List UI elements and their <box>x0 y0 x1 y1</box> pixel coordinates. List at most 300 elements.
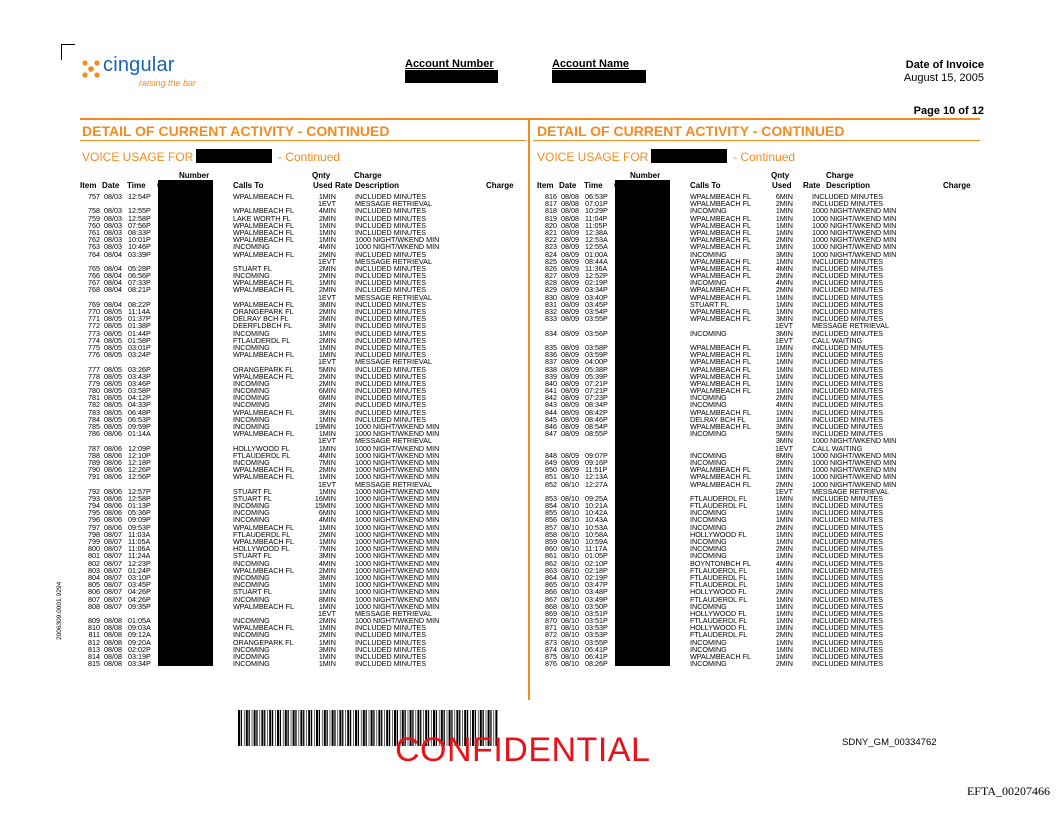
call-date: 08/04 <box>104 271 122 281</box>
barcode-bar <box>355 710 357 746</box>
calls-to: WPALMBEACH FL <box>233 522 294 532</box>
quantity-used: 1MIN <box>775 565 793 575</box>
barcode-bar <box>267 710 268 746</box>
barcode-bar <box>361 710 362 746</box>
call-date: 08/10 <box>561 616 579 626</box>
calls-to: WPALMBEACH FL <box>690 422 751 431</box>
call-date: 08/08 <box>561 213 579 223</box>
call-time: 03:53P <box>585 623 608 633</box>
call-time: 03:58P <box>128 386 151 396</box>
call-time: 04:00P <box>585 357 608 367</box>
barcode-bar <box>299 710 300 746</box>
call-date: 08/05 <box>104 393 122 403</box>
charge-description: 1000 NIGHT/WKEND MIN <box>812 213 897 223</box>
item-number: 803 <box>88 565 100 575</box>
call-date: 08/08 <box>104 659 122 669</box>
calls-to: WPALMBEACH FL <box>690 235 751 245</box>
col-header-description: Description <box>826 181 871 190</box>
quantity-used: 3MIN <box>318 321 336 331</box>
quantity-used: 3MIN <box>775 314 793 324</box>
item-number: 796 <box>88 515 100 525</box>
call-time: 03:24P <box>128 350 151 360</box>
call-date: 08/09 <box>561 278 579 288</box>
calls-to: INCOMING <box>690 522 727 532</box>
item-number: 846 <box>545 422 557 431</box>
calls-to: STUART FL <box>233 486 272 496</box>
calls-to: WPALMBEACH FL <box>233 249 294 259</box>
call-date: 08/10 <box>561 644 579 654</box>
quantity-used: 2MIN <box>775 522 793 532</box>
call-time: 06:41P <box>585 644 608 654</box>
charge-description: 1000 NIGHT/WKEND MIN <box>355 472 440 482</box>
charge-description: INCLUDED MINUTES <box>355 213 427 223</box>
item-number: 818 <box>545 206 557 216</box>
cingular-logo <box>80 56 220 92</box>
barcode-bar <box>392 710 393 746</box>
calls-to: WPALMBEACH FL <box>690 256 751 266</box>
call-time: 03:49P <box>585 594 608 604</box>
item-number: 807 <box>88 594 100 604</box>
call-date: 08/08 <box>104 616 122 626</box>
quantity-used: 1MIN <box>775 465 793 475</box>
quantity-used: 2MIN <box>775 587 793 597</box>
barcode-bar <box>347 710 349 746</box>
quantity-used: 1MIN <box>318 580 336 590</box>
charge-description: INCLUDED MINUTES <box>812 364 884 374</box>
call-time: 03:55P <box>585 314 608 324</box>
item-number: 776 <box>88 350 100 360</box>
call-date: 08/09 <box>561 307 579 316</box>
charge-description: INCLUDED MINUTES <box>355 285 427 295</box>
charge-description: INCLUDED MINUTES <box>812 292 884 302</box>
call-date: 08/10 <box>561 601 579 611</box>
item-number: 792 <box>88 486 100 496</box>
quantity-used: 6MIN <box>318 393 336 403</box>
item-number: 785 <box>88 422 100 431</box>
quantity-used: 7MIN <box>318 544 336 554</box>
charge-description: INCLUDED MINUTES <box>355 414 427 424</box>
quantity-used: 1MIN <box>775 299 793 309</box>
quantity-used: 1MIN <box>775 623 793 633</box>
call-date: 08/10 <box>561 558 579 568</box>
item-number: 791 <box>88 472 100 482</box>
call-time: 09:12A <box>128 630 151 640</box>
call-date: 08/09 <box>561 371 579 381</box>
calls-to: WPALMBEACH FL <box>690 213 751 223</box>
calls-to: HOLLYWOOD FL <box>690 529 747 539</box>
call-date: 08/05 <box>104 400 122 410</box>
call-time: 08:54P <box>585 422 608 431</box>
call-time: 03:47P <box>585 580 608 590</box>
barcode-bar <box>238 710 240 746</box>
call-date: 08/08 <box>104 644 122 654</box>
quantity-used: 1MIN <box>775 307 793 316</box>
quantity-used: 1MIN <box>775 386 793 396</box>
call-time: 06:53P <box>128 414 151 424</box>
call-time: 07:21P <box>585 378 608 388</box>
call-time: 01:38P <box>128 321 151 331</box>
calls-to: FTLAUDERDL FL <box>690 493 748 503</box>
calls-to: INCOMING <box>233 659 270 669</box>
quantity-used: 2MIN <box>775 271 793 281</box>
charge-description: MESSAGE RETRIEVAL <box>812 321 889 331</box>
bates-number: SDNY_GM_00334762 <box>842 737 937 748</box>
barcode-bar <box>261 710 263 746</box>
calls-to: WPALMBEACH FL <box>690 479 751 489</box>
charge-description: INCLUDED MINUTES <box>812 414 884 424</box>
calls-to: DELRAY BCH FL <box>690 414 746 424</box>
call-time: 02:02P <box>128 644 151 654</box>
item-number: 764 <box>88 249 100 259</box>
call-date: 08/05 <box>104 407 122 417</box>
charge-description: 1000 NIGHT/WKEND MIN <box>812 220 897 230</box>
call-date: 08/10 <box>561 544 579 554</box>
calls-to: INCOMING <box>233 378 270 388</box>
calls-to: WPALMBEACH FL <box>233 623 294 633</box>
call-time: 03:10P <box>128 572 151 582</box>
call-time: 01:05P <box>585 551 608 561</box>
calls-to: WPALMBEACH FL <box>690 192 751 201</box>
calls-to: FTLAUDERDL FL <box>690 630 748 640</box>
charge-description: 1000 NIGHT/WKEND MIN <box>355 601 440 611</box>
calls-to: WPALMBEACH FL <box>233 350 294 360</box>
calls-to: INCOMING <box>233 580 270 590</box>
calls-to: STUART FL <box>233 493 272 503</box>
barcode-bar <box>303 710 304 746</box>
calls-to: INCOMING <box>690 450 727 460</box>
call-date: 08/09 <box>561 285 579 295</box>
invoice-date: August 15, 2005 <box>903 72 984 84</box>
item-number: 859 <box>545 537 557 546</box>
calls-to: WPALMBEACH FL <box>690 263 751 273</box>
item-number: 821 <box>545 227 557 237</box>
call-date: 08/06 <box>104 450 122 460</box>
item-number: 869 <box>545 608 557 618</box>
call-time: 08:26P <box>585 659 608 669</box>
table-row <box>80 251 520 258</box>
call-time: 11:05P <box>585 220 608 230</box>
item-number: 797 <box>88 522 100 532</box>
call-date: 08/07 <box>104 572 122 582</box>
quantity-used: 2MIN <box>318 630 336 640</box>
call-date: 08/05 <box>104 422 122 431</box>
charge-description: INCLUDED MINUTES <box>355 314 427 324</box>
item-number: 830 <box>545 292 557 302</box>
call-time: 07:23P <box>585 393 608 403</box>
calls-to: FTLAUDERDL FL <box>233 450 291 460</box>
quantity-used: 1MIN <box>775 594 793 604</box>
calls-to: INCOMING <box>690 457 727 467</box>
charge-description: INCLUDED MINUTES <box>812 630 884 640</box>
charge-description: INCLUDED MINUTES <box>812 271 884 281</box>
call-date: 08/09 <box>561 227 579 237</box>
table-row <box>537 660 977 667</box>
calls-to: INCOMING <box>690 206 727 216</box>
charge-description: INCLUDED MINUTES <box>355 299 427 309</box>
charge-description: 1000 NIGHT/WKEND MIN <box>812 450 897 460</box>
section-title: DETAIL OF CURRENT ACTIVITY - CONTINUED <box>537 123 845 139</box>
charge-description: INCLUDED MINUTES <box>355 206 427 216</box>
charge-description: INCLUDED MINUTES <box>355 378 427 388</box>
barcode-bar <box>342 710 343 746</box>
calls-to: INCOMING <box>233 242 270 252</box>
charge-description: INCLUDED MINUTES <box>812 400 884 410</box>
calls-to: FTLAUDERDL FL <box>233 529 291 539</box>
call-time: 04:12P <box>128 393 151 403</box>
call-date: 08/04 <box>104 278 122 288</box>
call-date: 08/06 <box>104 472 122 482</box>
charge-description: INCLUDED MINUTES <box>812 263 884 273</box>
call-date: 08/08 <box>561 199 579 209</box>
quantity-used: 1EVT <box>318 479 336 489</box>
col-header-number: Number <box>630 171 661 180</box>
quantity-used: 1MIN <box>775 508 793 518</box>
item-number: 810 <box>88 623 100 633</box>
call-date: 08/09 <box>561 314 579 324</box>
quantity-used: 1MIN <box>318 486 336 496</box>
calls-to: FTLAUDERDL FL <box>690 580 748 590</box>
quantity-used: 1MIN <box>775 529 793 539</box>
quantity-used: 1MIN <box>775 378 793 388</box>
item-number: 787 <box>88 443 100 453</box>
call-time: 02:18P <box>585 565 608 575</box>
call-date: 08/03 <box>104 235 122 245</box>
item-number: 870 <box>545 616 557 626</box>
call-time: 08:22P <box>128 299 151 309</box>
item-number: 780 <box>88 386 100 396</box>
item-number: 858 <box>545 529 557 539</box>
table-row <box>537 330 977 337</box>
item-number: 865 <box>545 580 557 590</box>
quantity-used: 2MIN <box>775 457 793 467</box>
item-number: 779 <box>88 378 100 388</box>
call-date: 08/09 <box>561 450 579 460</box>
call-time: 04:33P <box>128 400 151 410</box>
calls-to: STUART FL <box>233 263 272 273</box>
charge-description: INCLUDED MINUTES <box>812 544 884 554</box>
barcode-bar <box>269 710 271 746</box>
redaction-box <box>651 149 727 163</box>
calls-to: FTLAUDERDL FL <box>690 594 748 604</box>
item-number: 834 <box>545 328 557 338</box>
barcode-bar <box>378 710 380 746</box>
table-row <box>80 660 520 667</box>
charge-description: 1000 NIGHT/WKEND MIN <box>812 457 897 467</box>
quantity-used: 2MIN <box>775 235 793 245</box>
quantity-used: 1MIN <box>775 350 793 360</box>
calls-to: WPALMBEACH FL <box>690 242 751 252</box>
side-code: 2006309.0001·9294 <box>56 581 63 640</box>
quantity-used: 4MIN <box>775 278 793 288</box>
calls-to: WPALMBEACH FL <box>690 307 751 316</box>
charge-description: INCLUDED MINUTES <box>812 386 884 396</box>
calls-to: FTLAUDERDL FL <box>233 335 291 345</box>
quantity-used: 15MIN <box>314 501 336 511</box>
item-number: 873 <box>545 637 557 647</box>
col-header-charge-amount: Charge <box>943 181 971 190</box>
charge-description: INCLUDED MINUTES <box>812 529 884 539</box>
calls-to: WPALMBEACH FL <box>233 537 294 546</box>
call-time: 02:19P <box>585 278 608 288</box>
charge-description: INCLUDED MINUTES <box>355 192 427 201</box>
barcode-bar <box>295 710 296 746</box>
call-time: 02:19P <box>585 572 608 582</box>
barcode-bar <box>316 710 318 746</box>
item-number: 831 <box>545 299 557 309</box>
charge-description: INCLUDED MINUTES <box>812 407 884 417</box>
quantity-used: 5MIN <box>318 364 336 374</box>
call-time: 06:56P <box>128 271 151 281</box>
call-date: 08/09 <box>561 393 579 403</box>
call-time: 03:40P <box>585 292 608 302</box>
item-number: 808 <box>88 601 100 611</box>
call-date: 08/10 <box>561 501 579 511</box>
call-time: 01:13P <box>128 501 151 511</box>
charge-description: 1000 NIGHT/WKEND MIN <box>355 537 440 546</box>
item-number: 789 <box>88 457 100 467</box>
item-number: 781 <box>88 393 100 403</box>
charge-description: INCLUDED MINUTES <box>812 357 884 367</box>
quantity-used: 1MIN <box>775 551 793 561</box>
brand-name: cingular <box>103 54 175 76</box>
item-number: 794 <box>88 501 100 511</box>
call-date: 08/09 <box>561 386 579 396</box>
call-date: 08/05 <box>104 378 122 388</box>
call-time: 06:53P <box>585 192 608 201</box>
quantity-used: 1MIN <box>318 537 336 546</box>
charge-description: MESSAGE RETRIEVAL <box>355 436 432 446</box>
call-date: 08/10 <box>561 623 579 633</box>
calls-to: INCOMING <box>690 515 727 525</box>
quantity-used: 1MIN <box>775 256 793 266</box>
account-number-label: Account Number <box>405 58 494 70</box>
barcode-bar <box>324 710 326 746</box>
voice-usage-label: VOICE USAGE FOR <box>537 150 649 164</box>
item-number: 759 <box>88 213 100 223</box>
call-time: 12:54P <box>128 192 151 201</box>
call-date: 08/06 <box>104 522 122 532</box>
cingular-x-icon <box>80 58 102 80</box>
col-header-item: Item <box>80 181 97 190</box>
table-row <box>80 193 520 200</box>
quantity-used: 3MIN <box>775 249 793 259</box>
quantity-used: 2MIN <box>318 335 336 345</box>
call-date: 08/10 <box>561 529 579 539</box>
call-time: 12:23P <box>128 558 151 568</box>
charge-description: INCLUDED MINUTES <box>812 256 884 266</box>
quantity-used: 2MIN <box>318 263 336 273</box>
calls-to: STUART FL <box>233 551 272 561</box>
call-time: 11:51P <box>585 465 608 475</box>
barcode-bar <box>300 710 302 746</box>
call-date: 08/07 <box>104 544 122 554</box>
call-date: 08/06 <box>104 465 122 475</box>
quantity-used: 1MIN <box>318 350 336 360</box>
calls-to: WPALMBEACH FL <box>233 472 294 482</box>
col-header-rate: Rate <box>335 181 353 190</box>
item-number: 837 <box>545 357 557 367</box>
item-number: 836 <box>545 350 557 360</box>
item-number: 838 <box>545 364 557 374</box>
call-date: 08/07 <box>104 594 122 604</box>
barcode-bar <box>283 710 284 746</box>
call-date: 08/03 <box>104 242 122 252</box>
call-time: 03:59P <box>585 350 608 360</box>
table-row <box>80 351 520 358</box>
quantity-used: 4MIN <box>318 206 336 216</box>
quantity-used: 3MIN <box>318 644 336 654</box>
charge-description: MESSAGE RETRIEVAL <box>355 357 432 367</box>
calls-to: DELRAY BCH FL <box>233 314 289 324</box>
calls-to: INCOMING <box>233 652 270 661</box>
quantity-used: 5MIN <box>775 429 793 439</box>
col-header-qnty: Qnty <box>771 171 790 180</box>
quantity-used: 1EVT <box>318 256 336 266</box>
calls-to: WPALMBEACH FL <box>233 220 294 230</box>
barcode-bar <box>332 710 334 746</box>
item-number: 845 <box>545 414 557 424</box>
calls-to: WPALMBEACH FL <box>690 371 751 381</box>
charge-description: INCLUDED MINUTES <box>812 601 884 611</box>
quantity-used: 1MIN <box>318 235 336 245</box>
call-time: 08:42P <box>585 407 608 417</box>
calls-to: WPALMBEACH FL <box>690 342 751 352</box>
charge-description: 1000 NIGHT/WKEND MIN <box>812 227 897 237</box>
calls-to: WPALMBEACH FL <box>690 314 751 324</box>
item-number: 864 <box>545 572 557 582</box>
item-number: 862 <box>545 558 557 568</box>
charge-description: 1000 NIGHT/WKEND MIN <box>355 457 440 467</box>
quantity-used: 1MIN <box>775 206 793 216</box>
quantity-used: 1MIN <box>775 357 793 367</box>
crop-mark <box>61 44 62 60</box>
charge-description: INCLUDED MINUTES <box>812 522 884 532</box>
call-time: 06:41P <box>585 652 608 661</box>
calls-to: INCOMING <box>690 400 727 410</box>
call-date: 08/10 <box>561 594 579 604</box>
call-date: 08/09 <box>561 350 579 360</box>
call-time: 03:34P <box>585 285 608 295</box>
quantity-used: 1MIN <box>775 616 793 626</box>
calls-to: HOLLYWOOD FL <box>233 544 290 554</box>
item-number: 798 <box>88 529 100 539</box>
call-date: 08/04 <box>104 263 122 273</box>
item-number: 761 <box>88 227 100 237</box>
charge-description: 1000 NIGHT/WKEND MIN <box>812 436 897 446</box>
quantity-used: 2MIN <box>775 479 793 489</box>
quantity-used: 1MIN <box>775 501 793 511</box>
charge-description: INCLUDED MINUTES <box>812 422 884 431</box>
barcode-bar <box>330 710 331 746</box>
calls-to: INCOMING <box>690 278 727 288</box>
calls-to: WPALMBEACH FL <box>690 357 751 367</box>
item-number: 804 <box>88 572 100 582</box>
quantity-used: 1MIN <box>775 493 793 503</box>
quantity-used: 4MIN <box>775 263 793 273</box>
calls-to: INCOMING <box>690 393 727 403</box>
charge-description: 1000 NIGHT/WKEND MIN <box>355 508 440 518</box>
charge-description: INCLUDED MINUTES <box>355 652 427 661</box>
call-time: 03:51P <box>585 608 608 618</box>
quantity-used: 2MIN <box>318 529 336 539</box>
quantity-used: 1MIN <box>775 227 793 237</box>
item-number: 833 <box>545 314 557 324</box>
call-date: 08/07 <box>104 551 122 561</box>
item-number: 766 <box>88 271 100 281</box>
call-date: 08/10 <box>561 608 579 618</box>
calls-to: WPALMBEACH FL <box>233 565 294 575</box>
quantity-used: 8MIN <box>775 450 793 460</box>
